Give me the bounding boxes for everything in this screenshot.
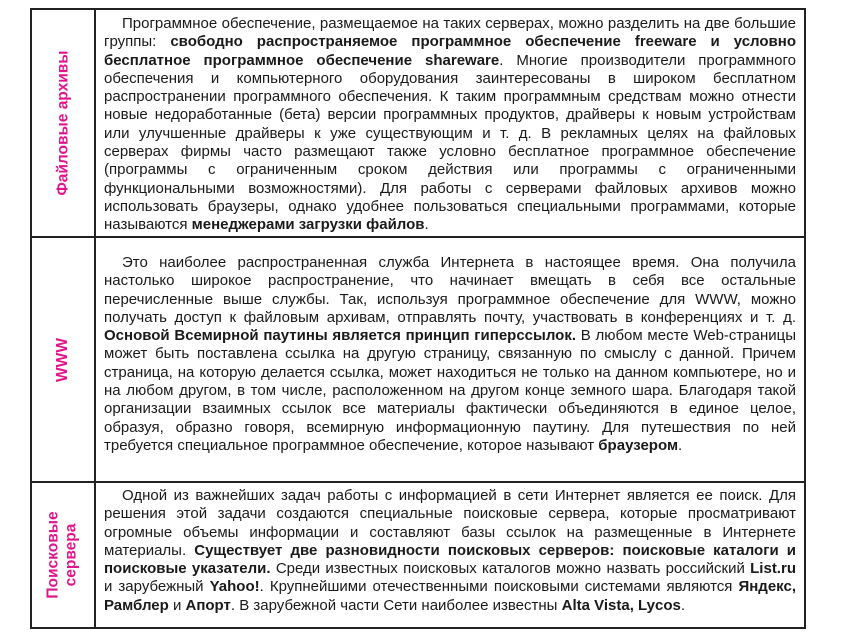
text-run: Среди известных поисковых каталогов можно назвать российский bbox=[270, 560, 751, 578]
row-label-file-archives: Файловые архивы bbox=[54, 50, 72, 196]
text-run: В любом месте Web-страницы может быть поставлена ссылка на другую страницу, связанную по смыслу с данной. Причем страница, на которую делается ссылка, может находиться не только на данном компьютере, но и на любом другом, в том числе, расположенном на другом конце земного шара. Благодаря такой организации взаимных ссылок все материалы фактически объединяются в единое целое, образуя, образно говоря, всемирную информационную паутину. Для путешествия по ней требуется специальное программное обеспечение, которое называют bbox=[104, 327, 797, 454]
table-row-search-servers bbox=[32, 483, 804, 627]
row-text-www bbox=[96, 238, 804, 481]
bold-term: List.ru bbox=[750, 560, 796, 578]
bold-term: браузером bbox=[598, 436, 679, 454]
text-run: . Многие производители программного обеспечения и компьютерного оборудования заинтересованы в широком бесплатном распространении программного обеспечения. К таким программным средствам можно отнести новые недоработанные (бета) версии программных продуктов, драйверы к новым устройствам или улучшенные драйверы к уже существующим и т. д. В рекламных целях на файловых серверах фирмы часто размещают также условно бесплатное программное обеспечение (программы с ограниченным сроком действия или программы с ограниченными функциональными возможностями). Для работы с серверами файловых архивов можно использовать браузеры, однако удобнее пользоваться специальными программами, которые называются bbox=[104, 51, 796, 234]
bold-term: Alta Vista, Lycos bbox=[561, 596, 681, 614]
row-text-search-servers bbox=[96, 483, 804, 627]
row-label-www: WWW bbox=[53, 337, 71, 382]
text-run: . bbox=[680, 596, 686, 614]
bold-term: Существует две разновидности поисковых серверов: поисковые каталоги и поисковые указатели. bbox=[104, 541, 796, 578]
text-run: . bbox=[678, 436, 683, 454]
text-run: Программное обеспечение, размещаемое на таких серверах, можно разделить на две большие группы: bbox=[104, 15, 796, 51]
text-run: и зарубежный bbox=[104, 578, 210, 596]
bold-term: Апорт bbox=[185, 596, 231, 614]
bold-term: Yahoo! bbox=[209, 578, 260, 596]
bold-term: менеджерами загрузки файлов bbox=[191, 216, 425, 234]
row-label-cell bbox=[32, 10, 96, 236]
text-run: . bbox=[424, 216, 429, 234]
text-run: . В зарубежной части Сети наиболее известны bbox=[230, 596, 562, 614]
table-row-file-archives bbox=[32, 10, 804, 238]
services-table bbox=[30, 8, 806, 629]
row-label-cell bbox=[32, 483, 96, 627]
text-run: . Крупнейшими отечественными поисковыми системами являются bbox=[259, 578, 739, 596]
row-label-search-servers: Поисковые сервера bbox=[45, 511, 81, 599]
bold-term: свободно распространяемое программное обеспечение freeware и условно бесплатное программное обеспечение shareware bbox=[104, 33, 796, 69]
table-row-www bbox=[32, 238, 804, 483]
text-run: Одной из важнейших задач работы с информацией в сети Интернет является ее поиск. Для решения этой задачи создаются специальные поисковые сервера, которые просматривают огромные объемы информации и составляют базы ссылок на размещенные в Интернете материалы. bbox=[104, 487, 796, 559]
row-text-file-archives bbox=[96, 10, 804, 236]
text-run: и bbox=[168, 596, 186, 614]
row-label-cell bbox=[32, 238, 96, 481]
text-run: Это наиболее распространенная служба Интернета в настоящее время. Она получила настолько широкое распространение, что начинает вмещать в себя все остальные перечисленные выше службы. Так, используя программное обеспечение для WWW, можно получать доступ к файловым архивам, отправлять почту, участвовать в конференциях и т. д. bbox=[104, 254, 796, 326]
bold-term: Яндекс, Рамблер bbox=[104, 578, 796, 614]
bold-term: Основой Всемирной паутины является принцип гиперссылок. bbox=[104, 327, 577, 345]
